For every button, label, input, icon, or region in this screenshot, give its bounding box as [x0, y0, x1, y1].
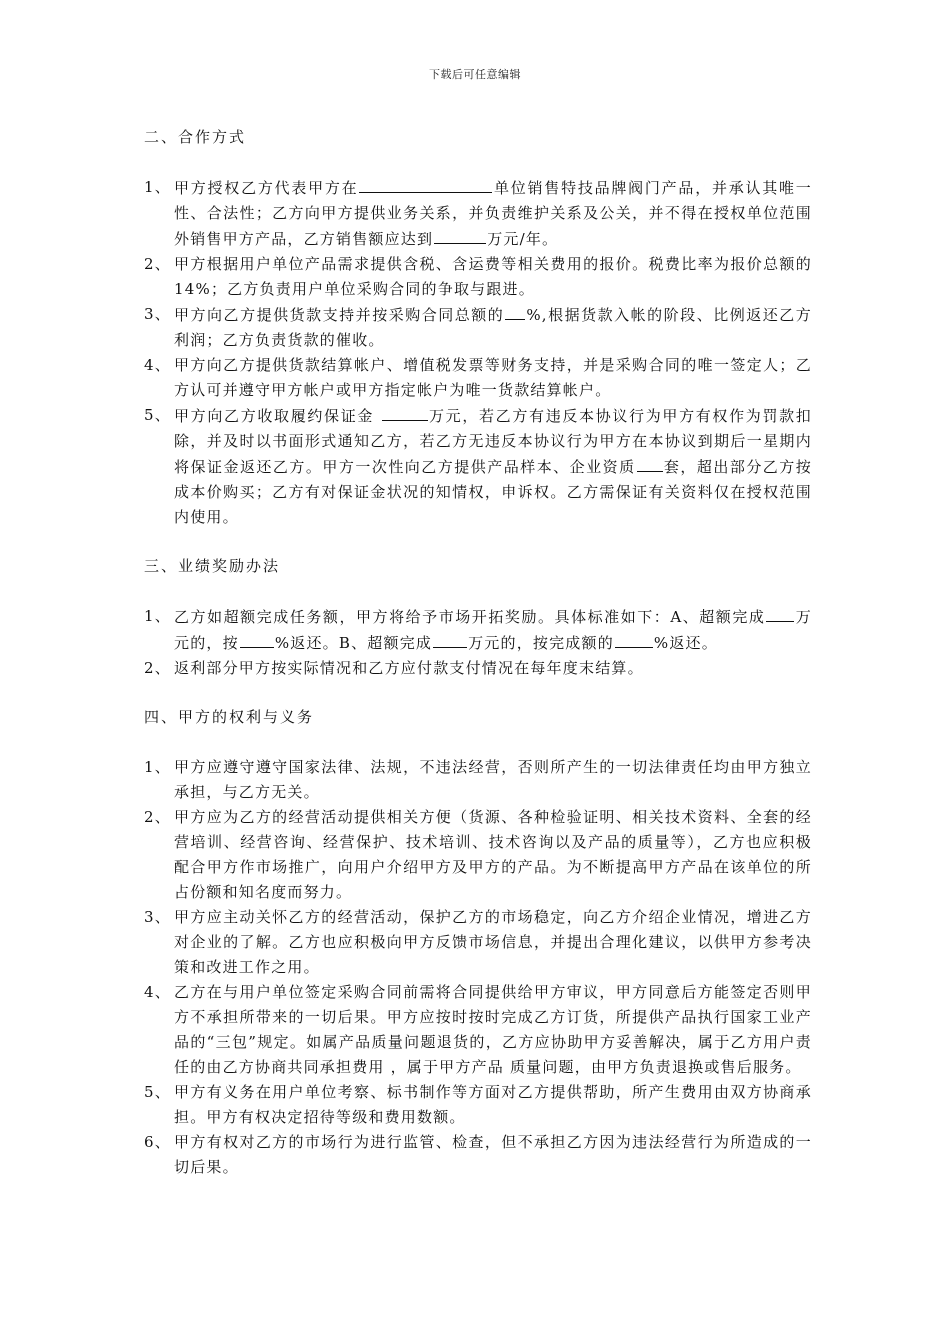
item-number: 4、 — [144, 356, 171, 374]
list-item — [144, 1080, 812, 1130]
list-item — [144, 755, 812, 805]
item-text: 返利部分甲方按实际情况和乙方应付款支付情况在每年度末结算。 — [174, 659, 644, 677]
item-number: 3、 — [144, 305, 171, 323]
item-text: 甲方应主动关怀乙方的经营活动，保护乙方的市场稳定，向乙方介绍企业情况，增进乙方对企业的了解。乙方也应积极向甲方反馈市场信息，并提出合理化建议，以供甲方参考决策和改进工作之用。 — [174, 908, 812, 976]
item-number: 6、 — [144, 1133, 171, 1151]
blank-field — [637, 454, 663, 472]
document-body — [144, 124, 812, 1180]
item-number: 5、 — [144, 406, 171, 424]
blank-field — [240, 630, 274, 648]
item-text: 甲方向乙方提供货款结算帐户、增值税发票等财务支持，并是采购合同的唯一签定人；乙方认可并遵守甲方帐户或甲方指定帐户为唯一货款结算帐户。 — [174, 356, 812, 399]
item-number: 1、 — [144, 178, 171, 196]
blank-field — [505, 302, 525, 320]
item-number: 1、 — [144, 607, 171, 625]
list-item — [144, 353, 812, 403]
blank-field — [433, 630, 467, 648]
section-title-rights-obligations: 四、甲方的权利与义务 — [144, 708, 315, 726]
list-item — [144, 980, 812, 1080]
blank-field — [766, 604, 794, 622]
list-item — [144, 175, 812, 252]
item-text: 乙方在与用户单位签定采购合同前需将合同提供给甲方审议，甲方同意后方能签定否则甲方不承担所带来的一切后果。甲方应按时按时完成乙方订货，所提供产品执行国家工业产品的“三包”规定。如属产品质量问题退货的，乙方应协助甲方妥善解决，属于乙方用户责任的由乙方协商共同承担费用 ，属于甲方产品 质量问题，由甲方负责退换或售后服务。 — [174, 983, 812, 1076]
list-item — [144, 805, 812, 905]
section-title-rewards: 三、业绩奖励办法 — [144, 557, 281, 575]
item-text: 甲方向乙方提供货款支持并按采购合同总额的 %,根据货款入帐的阶段、比例返还乙方利润；乙方负责货款的催收。 — [174, 302, 812, 353]
list-item — [144, 1130, 812, 1180]
list-item — [144, 656, 812, 681]
item-number: 2、 — [144, 808, 171, 826]
item-text: 甲方授权乙方代表甲方在 单位销售特技品牌阀门产品，并承认其唯一性、合法性；乙方向甲方提供业务关系，并负责维护关系及公关，并不得在授权单位范围外销售甲方产品，乙方销售额应达到 万元/年。 — [174, 175, 812, 252]
list-item — [144, 252, 812, 302]
item-number: 4、 — [144, 983, 171, 1001]
list-item — [144, 403, 812, 530]
item-text: 甲方应为乙方的经营活动提供相关方便（货源、各种检验证明、相关技术资料、全套的经营培训、经营咨询、经营保护、技术培训、技术咨询以及产品的质量等），乙方也应积极配合甲方作市场推广，向用户介绍甲方及甲方的产品。为不断提高甲方产品在该单位的所占份额和知名度而努力。 — [174, 808, 812, 901]
item-number: 2、 — [144, 659, 171, 677]
list-item — [144, 302, 812, 353]
item-number: 5、 — [144, 1083, 171, 1101]
page-header: 下载后可任意编辑 — [429, 68, 521, 81]
blank-field — [615, 630, 653, 648]
list-item — [144, 604, 812, 656]
section-title-cooperation: 二、合作方式 — [144, 128, 247, 146]
blank-field — [434, 226, 486, 244]
item-text: 乙方如超额完成任务额，甲方将给予市场开拓奖励。具体标准如下：A、超额完成 万元的，按 %返还。B、超额完成 万元的，按完成额的 %返还。 — [174, 604, 812, 656]
item-number: 3、 — [144, 908, 171, 926]
list-item — [144, 905, 812, 980]
item-number: 1、 — [144, 758, 171, 776]
item-text: 甲方根据用户单位产品需求提供含税、含运费等相关费用的报价。税费比率为报价总额的14%；乙方负责用户单位采购合同的争取与跟进。 — [174, 255, 812, 298]
item-text: 甲方有权对乙方的市场行为进行监管、检查，但不承担乙方因为违法经营行为所造成的一切后果。 — [174, 1133, 812, 1176]
item-number: 2、 — [144, 255, 171, 273]
item-text: 甲方应遵守遵守国家法律、法规，不违法经营，否则所产生的一切法律责任均由甲方独立承担，与乙方无关。 — [174, 758, 812, 801]
item-text: 甲方有义务在用户单位考察、标书制作等方面对乙方提供帮助，所产生费用由双方协商承担。甲方有权决定招待等级和费用数额。 — [174, 1083, 812, 1126]
blank-field — [359, 175, 492, 193]
item-text: 甲方向乙方收取履约保证金 万元，若乙方有违反本协议行为甲方有权作为罚款扣除，并及时以书面形式通知乙方，若乙方无违反本协议行为甲方在本协议到期后一星期内将保证金返还乙方。甲方一次性向乙方提供产品样本、企业资质 套，超出部分乙方按成本价购买；乙方有对保证金状况的知情权，申诉权。乙方需保证有关资料仅在授权范围内使用。 — [174, 403, 812, 530]
blank-field — [382, 403, 428, 421]
